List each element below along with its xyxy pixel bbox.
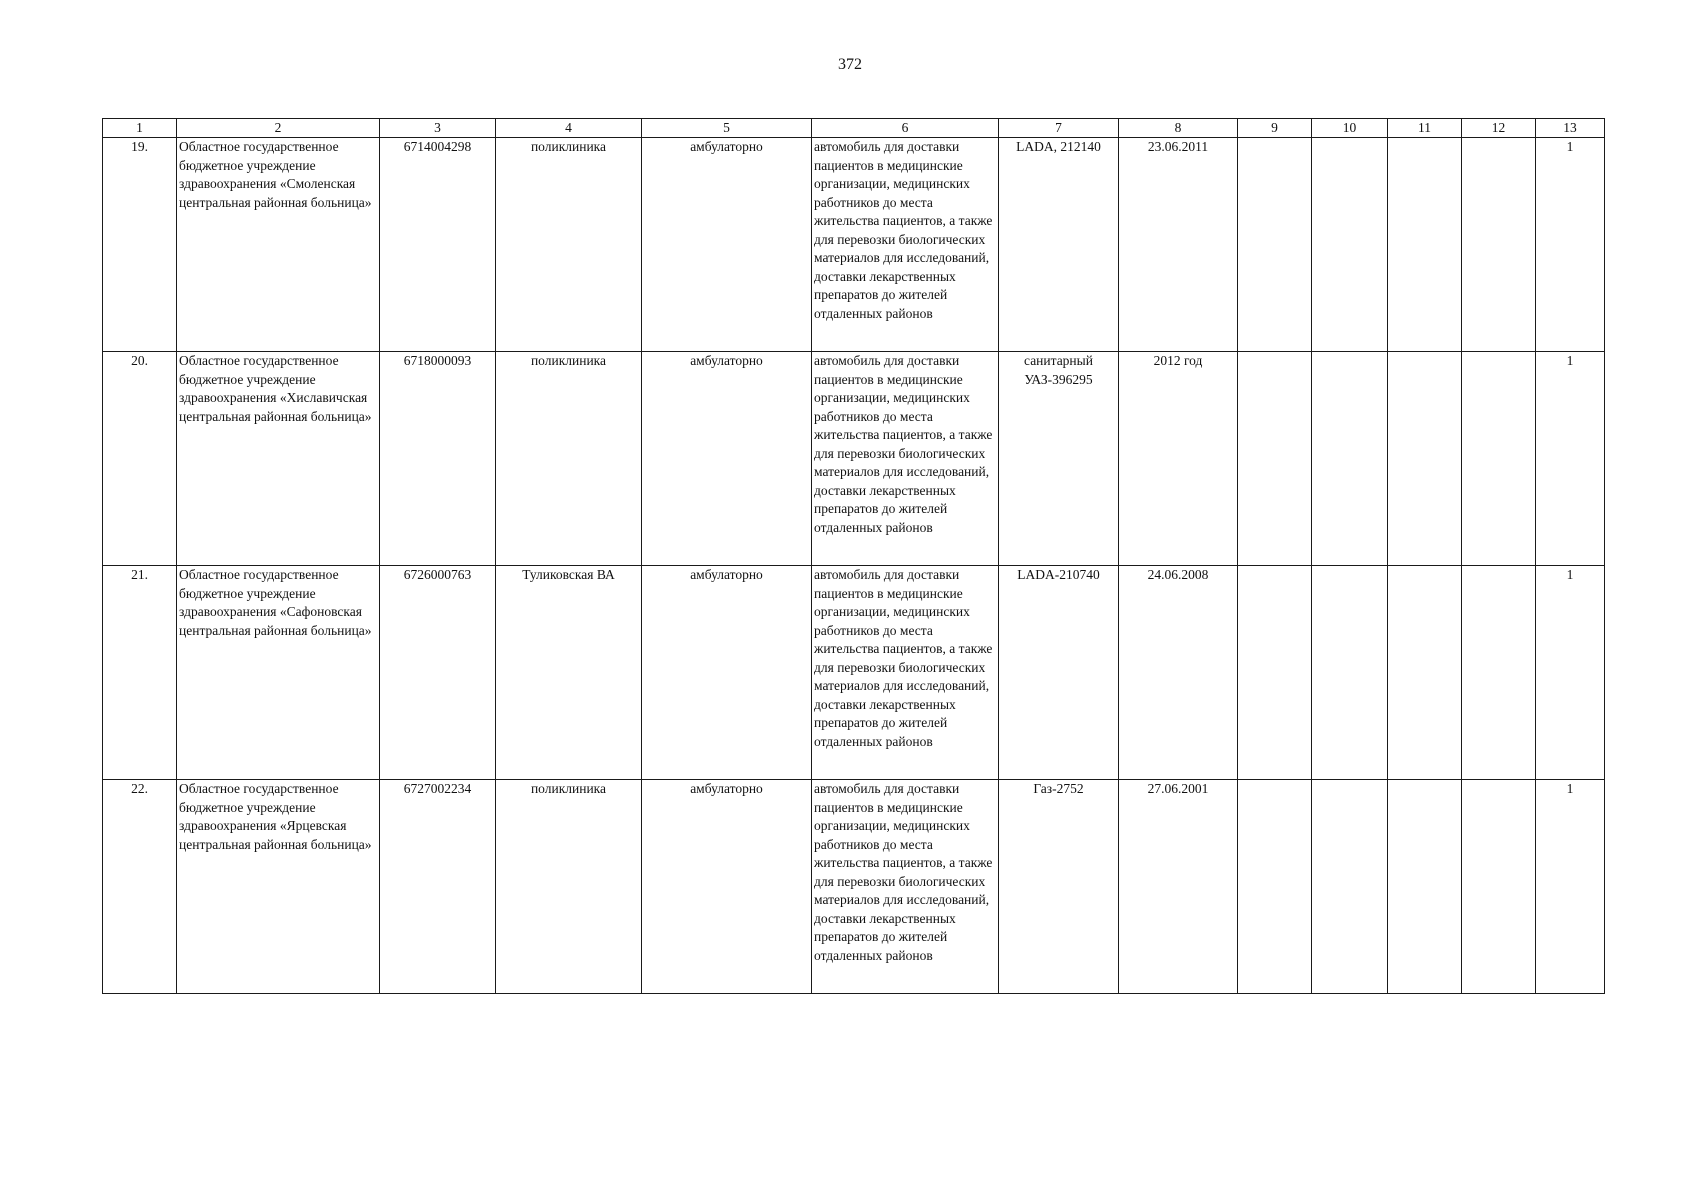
inn-cell: 6714004298 <box>380 138 496 352</box>
column-11-cell <box>1388 138 1462 352</box>
purpose-cell: автомобиль для доставки пациентов в медицинские организации, медицинских работников до места жительства пациентов, а также для перевозки биологических материалов для исследований, доставки лекарственных препаратов до жителей отдаленных районов <box>812 566 999 780</box>
column-header: 5 <box>642 119 812 138</box>
care-form-cell: амбулаторно <box>642 780 812 994</box>
purpose-cell: автомобиль для доставки пациентов в медицинские организации, медицинских работников до места жительства пациентов, а также для перевозки биологических материалов для исследований, доставки лекарственных препаратов до жителей отдаленных районов <box>812 780 999 994</box>
date-cell: 27.06.2001 <box>1119 780 1238 994</box>
row-number: 20. <box>103 352 177 566</box>
organization-cell: Областное государственное бюджетное учреждение здравоохранения «Ярцевская центральная районная больница» <box>177 780 380 994</box>
count-cell: 1 <box>1536 566 1605 780</box>
column-header: 4 <box>496 119 642 138</box>
column-9-cell <box>1238 138 1312 352</box>
purpose-cell: автомобиль для доставки пациентов в медицинские организации, медицинских работников до места жительства пациентов, а также для перевозки биологических материалов для исследований, доставки лекарственных препаратов до жителей отдаленных районов <box>812 138 999 352</box>
column-header: 7 <box>999 119 1119 138</box>
care-form-cell: амбулаторно <box>642 138 812 352</box>
vehicle-cell: LADA, 212140 <box>999 138 1119 352</box>
column-10-cell <box>1312 138 1388 352</box>
table-row <box>103 138 1605 352</box>
count-cell: 1 <box>1536 352 1605 566</box>
subdivision-cell: поликлиника <box>496 138 642 352</box>
column-9-cell <box>1238 566 1312 780</box>
purpose-cell: автомобиль для доставки пациентов в медицинские организации, медицинских работников до места жительства пациентов, а также для перевозки биологических материалов для исследований, доставки лекарственных препаратов до жителей отдаленных районов <box>812 352 999 566</box>
organization-cell: Областное государственное бюджетное учреждение здравоохранения «Сафоновская центральная районная больница» <box>177 566 380 780</box>
vehicle-cell: Газ-2752 <box>999 780 1119 994</box>
date-cell: 23.06.2011 <box>1119 138 1238 352</box>
column-12-cell <box>1462 566 1536 780</box>
column-10-cell <box>1312 352 1388 566</box>
row-number: 21. <box>103 566 177 780</box>
count-cell: 1 <box>1536 780 1605 994</box>
table-row <box>103 352 1605 566</box>
table-row <box>103 780 1605 994</box>
column-header: 10 <box>1312 119 1388 138</box>
table-row <box>103 566 1605 780</box>
column-header: 6 <box>812 119 999 138</box>
column-header: 1 <box>103 119 177 138</box>
vehicle-cell: санитарный УАЗ-396295 <box>999 352 1119 566</box>
column-header: 2 <box>177 119 380 138</box>
column-header: 13 <box>1536 119 1605 138</box>
row-number: 19. <box>103 138 177 352</box>
column-11-cell <box>1388 566 1462 780</box>
vehicle-register-table <box>102 118 1605 994</box>
organization-cell: Областное государственное бюджетное учреждение здравоохранения «Смоленская центральная районная больница» <box>177 138 380 352</box>
inn-cell: 6726000763 <box>380 566 496 780</box>
vehicle-cell: LADA-210740 <box>999 566 1119 780</box>
date-cell: 24.06.2008 <box>1119 566 1238 780</box>
care-form-cell: амбулаторно <box>642 566 812 780</box>
column-9-cell <box>1238 780 1312 994</box>
organization-cell: Областное государственное бюджетное учреждение здравоохранения «Хиславичская центральная районная больница» <box>177 352 380 566</box>
row-number: 22. <box>103 780 177 994</box>
count-cell: 1 <box>1536 138 1605 352</box>
subdivision-cell: Туликовская ВА <box>496 566 642 780</box>
column-number-row <box>103 119 1605 138</box>
column-9-cell <box>1238 352 1312 566</box>
care-form-cell: амбулаторно <box>642 352 812 566</box>
column-12-cell <box>1462 780 1536 994</box>
column-12-cell <box>1462 352 1536 566</box>
column-header: 3 <box>380 119 496 138</box>
date-cell: 2012 год <box>1119 352 1238 566</box>
column-header: 12 <box>1462 119 1536 138</box>
page-number: 372 <box>838 56 862 73</box>
subdivision-cell: поликлиника <box>496 780 642 994</box>
column-header: 11 <box>1388 119 1462 138</box>
inn-cell: 6727002234 <box>380 780 496 994</box>
column-12-cell <box>1462 138 1536 352</box>
column-10-cell <box>1312 566 1388 780</box>
subdivision-cell: поликлиника <box>496 352 642 566</box>
column-header: 9 <box>1238 119 1312 138</box>
column-11-cell <box>1388 352 1462 566</box>
column-11-cell <box>1388 780 1462 994</box>
column-10-cell <box>1312 780 1388 994</box>
inn-cell: 6718000093 <box>380 352 496 566</box>
column-header: 8 <box>1119 119 1238 138</box>
